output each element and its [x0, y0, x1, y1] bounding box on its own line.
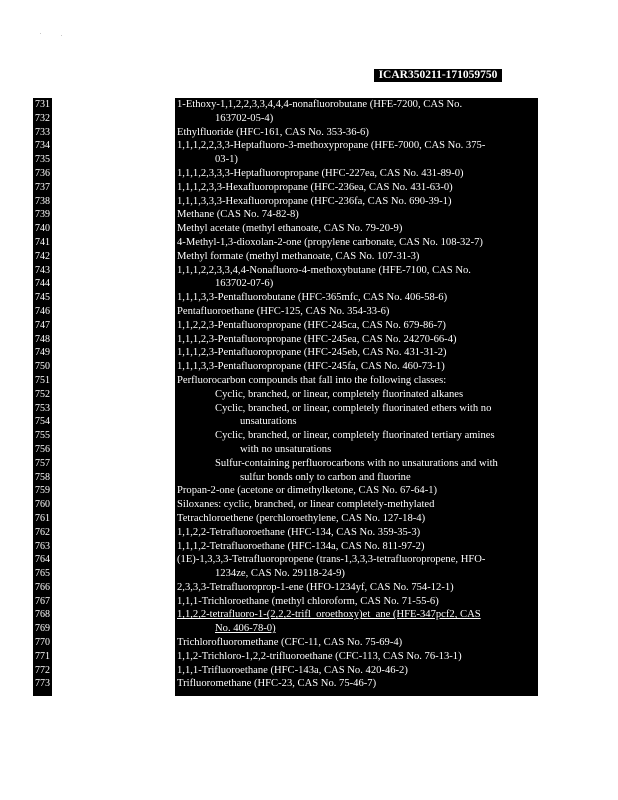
compound-entry-line: 1,1,1,2,2,3,3,4,4-Nonafluoro-4-methoxybutane (HFE-7100, CAS No. — [177, 264, 471, 276]
line-number: 763 — [35, 540, 50, 552]
line-number: 758 — [35, 471, 50, 483]
compound-subclass-line: unsaturations — [240, 416, 297, 428]
line-number: 759 — [35, 485, 50, 497]
line-number: 754 — [35, 416, 50, 428]
line-number: 750 — [35, 361, 50, 373]
line-number: 733 — [35, 126, 50, 138]
compound-entry-line: 163702-05-4) — [215, 112, 274, 124]
line-number: 746 — [35, 305, 50, 317]
line-number: 753 — [35, 402, 50, 414]
compound-entry-line: 1,1,1,2,3,3,3-Heptafluoropropane (HFC-227ea, CAS No. 431-89-0) — [177, 167, 464, 179]
compound-entry-line: Tetrachloroethene (perchloroethylene, CAS No. 127-18-4) — [177, 512, 426, 524]
compound-entry-line: Siloxanes: cyclic, branched, or linear completely-methylated — [177, 499, 435, 511]
compound-subclass-line: Cyclic, branched, or linear, completely fluorinated tertiary amines — [215, 430, 495, 442]
compound-entry-line: 1,1,1,3,3,3-Hexafluoropropane (HFC-236fa, CAS No. 690-39-1) — [177, 195, 452, 207]
line-number: 743 — [35, 264, 50, 276]
compound-entry-line: 163702-07-6) — [215, 278, 274, 290]
line-number: 742 — [35, 250, 50, 262]
line-number: 748 — [35, 333, 50, 345]
line-number: 738 — [35, 195, 50, 207]
compound-entry-line: No. 406-78-0) — [215, 623, 276, 635]
line-number: 760 — [35, 499, 50, 511]
compound-entry-line: 1,1,1,2,3,3-Hexafluoropropane (HFC-236ea, CAS No. 431-63-0) — [177, 181, 453, 193]
line-number-column — [33, 98, 52, 696]
compound-entry-line: 1,1,1,2,2,3,3-Heptafluoro-3-methoxypropane (HFE-7000, CAS No. 375- — [177, 140, 486, 152]
line-number: 769 — [35, 623, 50, 635]
line-number: 768 — [35, 609, 50, 621]
compound-entry-line: (1E)-1,3,3,3-Tetrafluoropropene (trans-1,3,3,3-tetrafluoropropene, HFO- — [177, 554, 486, 566]
line-number: 740 — [35, 223, 50, 235]
compound-entry-line: 4-Methyl-1,3-dioxolan-2-one (propylene carbonate, CAS No. 108-32-7) — [177, 236, 483, 248]
line-number: 767 — [35, 595, 50, 607]
line-number: 766 — [35, 581, 50, 593]
compound-entry-line: Methyl acetate (methyl ethanoate, CAS No. 79-20-9) — [177, 223, 403, 235]
compound-entry-line: 1,1,1,2,3-Pentafluoropropane (HFC-245eb, CAS No. 431-31-2) — [177, 347, 447, 359]
line-number: 764 — [35, 554, 50, 566]
compound-subclass-line: Cyclic, branched, or linear, completely fluorinated alkanes — [215, 388, 464, 400]
line-number: 756 — [35, 443, 50, 455]
line-number: 749 — [35, 347, 50, 359]
line-number: 755 — [35, 430, 50, 442]
scan-speck — [61, 35, 62, 36]
compound-entry-line: Trichlorofluoromethane (CFC-11, CAS No. 75-69-4) — [177, 637, 403, 649]
line-number: 747 — [35, 319, 50, 331]
line-number: 741 — [35, 236, 50, 248]
line-number: 737 — [35, 181, 50, 193]
compound-subclass-line: sulfur bonds only to carbon and fluorine — [240, 471, 411, 483]
line-number: 757 — [35, 457, 50, 469]
line-number: 732 — [35, 112, 50, 124]
compound-entry-line: Methyl formate (methyl methanoate, CAS No. 107-31-3) — [177, 250, 420, 262]
compound-list — [175, 98, 538, 696]
line-number: 770 — [35, 637, 50, 649]
compound-entry-line: 2,3,3,3-Tetrafluoroprop-1-ene (HFO-1234yf, CAS No. 754-12-1) — [177, 581, 454, 593]
compound-subclass-line: with no unsaturations — [240, 443, 332, 455]
compound-entry-line: 03-1) — [215, 154, 238, 166]
compound-entry-line: Ethylfluoride (HFC-161, CAS No. 353-36-6) — [177, 126, 369, 138]
compound-entry-line: 1,1,2,2-Tetrafluoroethane (HFC-134, CAS No. 359-35-3) — [177, 526, 421, 538]
line-number: 752 — [35, 388, 50, 400]
document-id: ICAR350211-171059750 — [374, 69, 502, 82]
compound-entry-line: 1,1,1,3,3-Pentafluorobutane (HFC-365mfc, CAS No. 406-58-6) — [177, 292, 448, 304]
compound-entry-line: 1,1,1-Trichloroethane (methyl chloroform, CAS No. 71-55-6) — [177, 595, 439, 607]
compound-entry-line: Propan-2-one (acetone or dimethylketone, CAS No. 67-64-1) — [177, 485, 438, 497]
compound-subclass-line: Sulfur-containing perfluorocarbons with no unsaturations and with — [215, 457, 498, 469]
compound-entry-line: 1,1,1-Trifluoroethane (HFC-143a, CAS No. 420-46-2) — [177, 664, 408, 676]
line-number: 773 — [35, 678, 50, 690]
compound-entry-line: 1,1,1,2,3-Pentafluoropropane (HFC-245ea, CAS No. 24270-66-4) — [177, 333, 457, 345]
line-number: 735 — [35, 154, 50, 166]
line-number: 771 — [35, 650, 50, 662]
compound-entry-line: 1,1,1,3,3-Pentafluoropropane (HFC-245fa, CAS No. 460-73-1) — [177, 361, 445, 373]
line-number: 765 — [35, 568, 50, 580]
compound-entry-line: 1-Ethoxy-1,1,2,2,3,3,4,4,4-nonafluorobutane (HFE-7200, CAS No. — [177, 99, 463, 110]
compound-entry-line: Trifluoromethane (HFC-23, CAS No. 75-46-7) — [177, 678, 377, 690]
line-number: 739 — [35, 209, 50, 221]
compound-entry-line: Perfluorocarbon compounds that fall into the following classes: — [177, 374, 447, 386]
line-number: 736 — [35, 167, 50, 179]
line-number: 734 — [35, 140, 50, 152]
line-number: 772 — [35, 664, 50, 676]
compound-subclass-line: Cyclic, branched, or linear, completely fluorinated ethers with no — [215, 402, 492, 414]
compound-entry-line: 1,1,2,2-tetrafluoro-1-(2,2,2-trifl_oroethoxy)et_ane (HFE-347pcf2, CAS — [177, 609, 481, 621]
line-number: 761 — [35, 512, 50, 524]
line-number: 745 — [35, 292, 50, 304]
scan-speck — [40, 33, 41, 34]
compound-entry-line: Methane (CAS No. 74-82-8) — [177, 209, 299, 221]
line-number: 744 — [35, 278, 50, 290]
compound-entry-line: 1,1,2,2,3-Pentafluoropropane (HFC-245ca, CAS No. 679-86-7) — [177, 319, 446, 331]
line-number: 751 — [35, 374, 50, 386]
compound-entry-line: Pentafluoroethane (HFC-125, CAS No. 354-33-6) — [177, 305, 390, 317]
compound-entry-line: 1,1,2-Trichloro-1,2,2-trifluoroethane (CFC-113, CAS No. 76-13-1) — [177, 650, 462, 662]
compound-entry-line: 1,1,1,2-Tetrafluoroethane (HFC-134a, CAS No. 811-97-2) — [177, 540, 425, 552]
compound-entry-line: 1234ze, CAS No. 29118-24-9) — [215, 568, 345, 580]
line-number: 731 — [35, 99, 50, 110]
line-number: 762 — [35, 526, 50, 538]
